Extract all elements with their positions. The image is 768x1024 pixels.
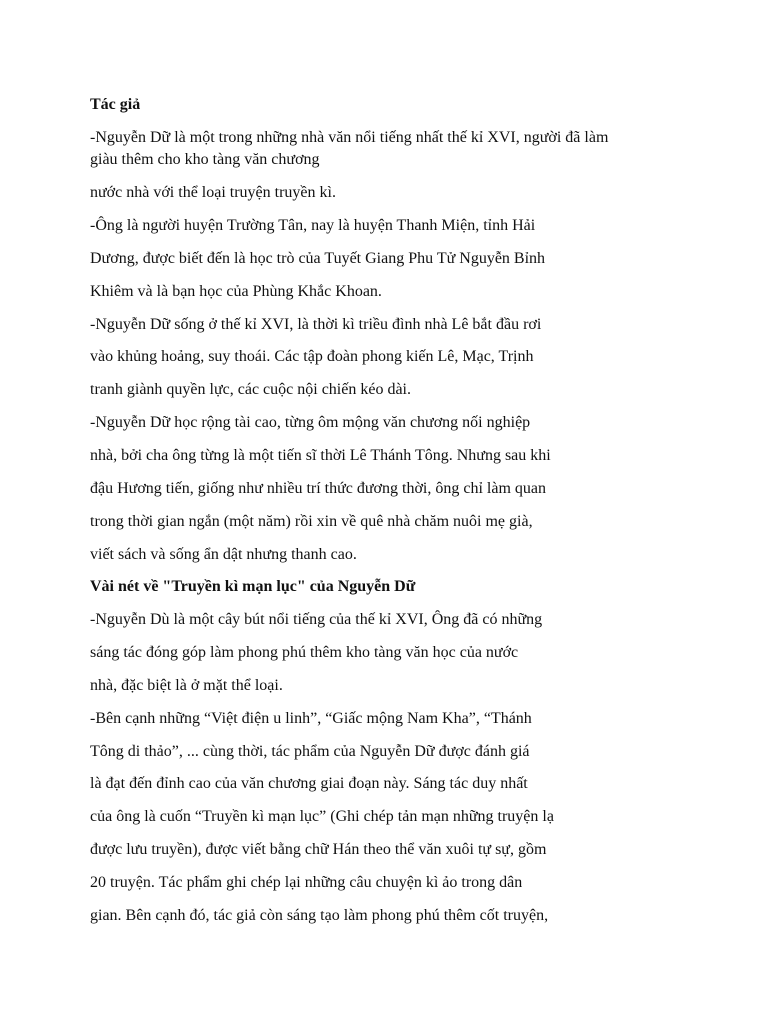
- text-line: -Nguyễn Dữ sống ở thế kỉ XVI, là thời kì triều đình nhà Lê bắt đầu rơi: [90, 316, 542, 333]
- text-line: viết sách và sống ẩn dật nhưng thanh cao.: [90, 546, 357, 563]
- heading-work: Vài nét về "Truyền kì mạn lục" của Nguyễn Dữ: [90, 578, 416, 595]
- text-line: gian. Bên cạnh đó, tác giả còn sáng tạo làm phong phú thêm cốt truyện,: [90, 907, 549, 924]
- text-line: -Nguyễn Dữ là một trong những nhà văn nổi tiếng nhất thế kỉ XVI, người đã làm: [90, 129, 609, 146]
- heading-author: Tác giả: [90, 96, 141, 113]
- text-line: -Nguyễn Dữ học rộng tài cao, từng ôm mộng văn chương nối nghiệp: [90, 414, 531, 431]
- text-line: đậu Hương tiến, giống như nhiều trí thức đương thời, ông chỉ làm quan: [90, 480, 547, 497]
- text-line: nước nhà với thể loại truyện truyền kì.: [90, 184, 336, 201]
- text-line: -Nguyễn Dù là một cây bút nổi tiếng của thế kỉ XVI, Ông đã có những: [90, 611, 543, 628]
- text-line: là đạt đến đỉnh cao của văn chương giai đoạn này. Sáng tác duy nhất: [90, 775, 528, 792]
- text-line: sáng tác đóng góp làm phong phú thêm kho tàng văn học của nước: [90, 644, 519, 661]
- text-line: của ông là cuốn “Truyền kì mạn lục” (Ghi chép tản mạn những truyện lạ: [90, 808, 554, 825]
- text-line: vào khủng hoảng, suy thoái. Các tập đoàn phong kiến Lê, Mạc, Trịnh: [90, 348, 534, 365]
- text-line: Khiêm và là bạn học của Phùng Khắc Khoan.: [90, 283, 382, 300]
- text-line: -Ông là người huyện Trường Tân, nay là huyện Thanh Miện, tỉnh Hải: [90, 217, 536, 234]
- text-line: 20 truyện. Tác phẩm ghi chép lại những câu chuyện kì ảo trong dân: [90, 874, 523, 891]
- text-line: tranh giành quyền lực, các cuộc nội chiến kéo dài.: [90, 381, 411, 398]
- text-line: giàu thêm cho kho tàng văn chương: [90, 151, 320, 168]
- text-line: được lưu truyền), được viết bằng chữ Hán theo thể văn xuôi tự sự, gồm: [90, 841, 547, 858]
- text-line: trong thời gian ngắn (một năm) rồi xin về quê nhà chăm nuôi mẹ già,: [90, 513, 533, 530]
- text-line: nhà, bởi cha ông từng là một tiến sĩ thời Lê Thánh Tông. Nhưng sau khi: [90, 447, 551, 464]
- text-line: nhà, đặc biệt là ở mặt thể loại.: [90, 677, 283, 694]
- text-line: Dương, được biết đến là học trò của Tuyết Giang Phu Tử Nguyễn Bỉnh: [90, 250, 546, 267]
- text-line: Tông di thảo”, ... cùng thời, tác phẩm của Nguyễn Dữ được đánh giá: [90, 743, 530, 760]
- text-line: -Bên cạnh những “Việt điện u linh”, “Giấc mộng Nam Kha”, “Thánh: [90, 710, 532, 727]
